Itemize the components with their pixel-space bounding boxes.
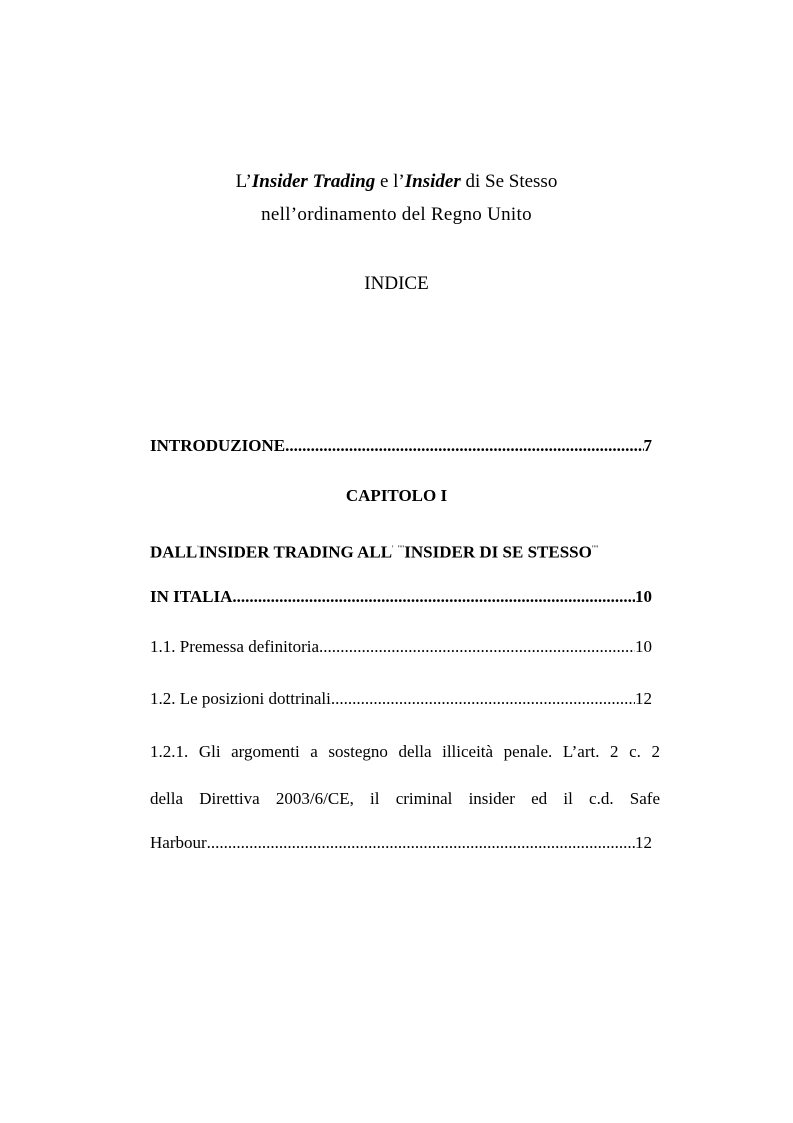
document-title-line-1 — [0, 170, 793, 194]
title-middle: e l’ — [375, 171, 405, 192]
toc-entry-in-italia[interactable] — [150, 586, 652, 608]
toc-entry-1-1[interactable] — [150, 636, 652, 658]
title-suffix: di Se Stesso — [460, 171, 558, 192]
toc-page-number: 10 — [635, 637, 652, 656]
toc-page-number: 7 — [643, 436, 652, 455]
toc-label: Harbour — [150, 833, 207, 852]
chapter-title-part-c: INSIDER DI SE STESSO — [404, 542, 592, 562]
toc-label: 1.1. Premessa definitoria — [150, 637, 320, 656]
chapter-title-line-1 — [150, 538, 670, 564]
toc-page-number: 10 — [635, 587, 652, 606]
title-insider-trading: Insider Trading — [251, 171, 376, 192]
quote-mark: ' — [197, 544, 199, 553]
toc-leader-dots — [285, 435, 643, 457]
quote-mark: ' — [392, 544, 394, 553]
title-insider: Insider — [404, 171, 461, 192]
toc-page-number: 12 — [635, 689, 652, 708]
toc-label: 1.2. Le posizioni dottrinali — [150, 689, 331, 708]
chapter-heading: CAPITOLO I — [345, 486, 448, 505]
toc-label: IN ITALIA — [150, 587, 233, 606]
toc-page-number: 12 — [635, 833, 652, 852]
toc-leader-dots — [207, 832, 635, 854]
toc-entry-1-2[interactable] — [150, 688, 652, 710]
toc-entry-introduzione[interactable] — [150, 435, 652, 457]
toc-leader-dots — [232, 586, 635, 608]
index-heading: INDICE — [364, 273, 429, 294]
document-title-line-2: nell’ordinamento del Regno Unito — [261, 204, 532, 225]
toc-label: INTRODUZIONE — [150, 436, 286, 455]
quote-mark: "" — [397, 544, 405, 553]
toc-leader-dots — [319, 636, 635, 658]
toc-entry-1-2-1-line-2[interactable]: della Direttiva 2003/6/CE, il criminal insider ed il c.d. Safe — [150, 789, 660, 808]
title-prefix: L’ — [235, 171, 252, 192]
toc-entry-1-2-1-line-3[interactable] — [150, 832, 652, 854]
toc-leader-dots — [331, 688, 635, 710]
quote-mark: "" — [591, 544, 599, 553]
chapter-title-part-a: DALL — [150, 542, 198, 562]
toc-entry-1-2-1-line-1[interactable]: 1.2.1. Gli argomenti a sostegno della illiceità penale. L’art. 2 c. 2 — [150, 742, 660, 761]
chapter-title-part-b: INSIDER TRADING ALL — [198, 542, 393, 562]
